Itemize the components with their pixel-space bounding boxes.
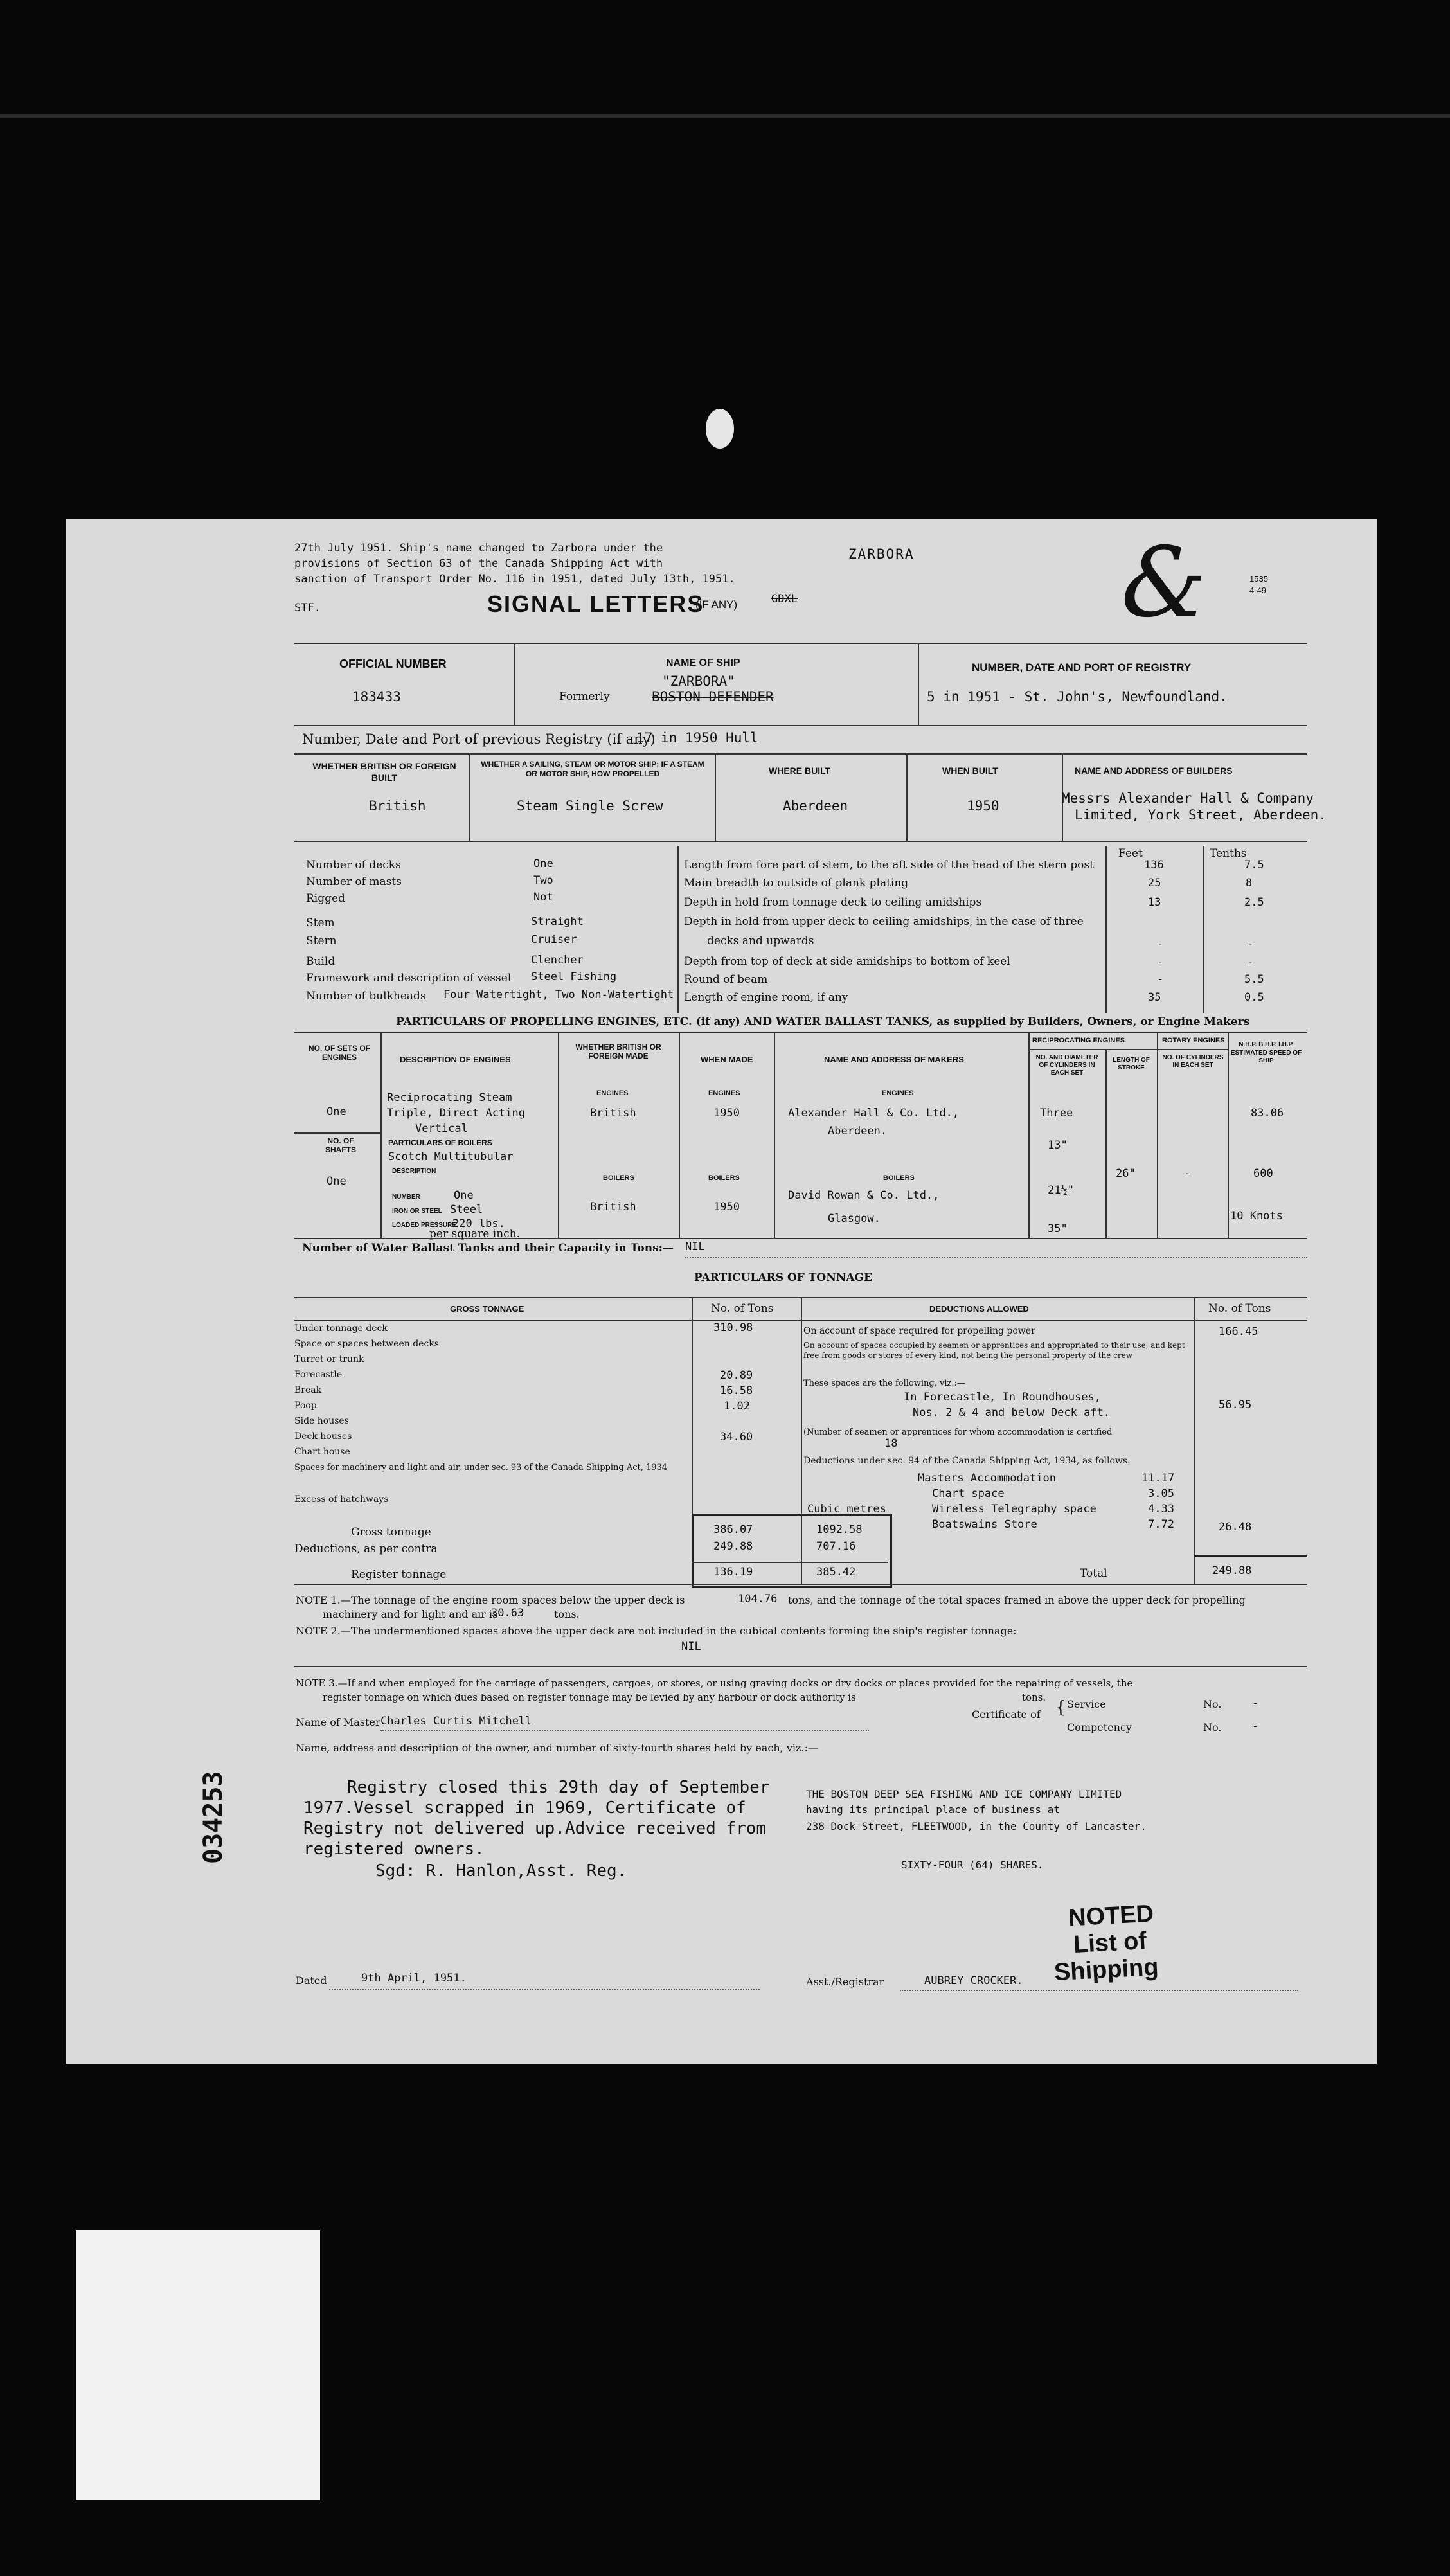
poop-value: 1.02 [724, 1400, 750, 1413]
made-header: WHETHER BRITISH OR FOREIGN MADE [575, 1042, 661, 1061]
masts-value: Two [533, 874, 553, 887]
row-deck-houses-label: Deck houses [294, 1431, 352, 1442]
closure-line-4: registered owners. [303, 1839, 485, 1859]
row-hatchways-label: Excess of hatchways [294, 1494, 389, 1505]
rotary-cyl-header: NO. OF CYLINDERS IN EACH SET [1162, 1054, 1224, 1069]
these-spaces-label: These spaces are the following, viz.:— [803, 1379, 965, 1388]
shafts-header: NO. OF SHAFTS [325, 1136, 356, 1155]
notice-line-3: sanction of Transport Order No. 116 in 1951, dated July 13th, 1951. [294, 573, 735, 586]
ballast-value: NIL [685, 1240, 705, 1253]
port-registry-label: NUMBER, DATE AND PORT OF REGISTRY [972, 661, 1192, 674]
reciprocating-header: RECIPROCATING ENGINES [1032, 1037, 1125, 1044]
breadth-tenths: 8 [1246, 877, 1253, 890]
crew-spaces-line-2: Nos. 2 & 4 and below Deck aft. [913, 1406, 1111, 1419]
vessel-name-header: ZARBORA [848, 546, 915, 562]
note-2-value: NIL [681, 1640, 701, 1653]
decks-label: Number of decks [306, 859, 401, 872]
master-label: Name of Master [296, 1716, 380, 1728]
feet-header: Feet [1118, 847, 1143, 860]
row-poop-label: Poop [294, 1400, 317, 1411]
nhp-value: 83.06 [1251, 1107, 1284, 1120]
ship-name-label: NAME OF SHIP [666, 657, 740, 668]
ship-name: "ZARBORA" [662, 674, 735, 689]
propelling-power-label: On account of space required for propelling power [803, 1326, 1035, 1336]
when-built-value: 1950 [967, 798, 999, 814]
cylinders-1: Three [1040, 1107, 1073, 1120]
decks-value: One [533, 857, 553, 870]
sec94-item-3-value: 4.33 [1148, 1503, 1174, 1516]
boiler-maker-2: Glasgow. [828, 1212, 881, 1225]
builders-line-2: Limited, York Street, Aberdeen. [1075, 807, 1327, 823]
tons-header-right: No. of Tons [1208, 1302, 1271, 1315]
cylinders-3: 21½" [1048, 1184, 1074, 1197]
closure-line-2: 1977.Vessel scrapped in 1969, Certificate of [303, 1798, 746, 1818]
row-between-decks-label: Space or spaces between decks [294, 1339, 439, 1349]
row-turret-label: Turret or trunk [294, 1354, 364, 1364]
certificate-label: Certificate of [972, 1708, 1041, 1721]
note-1-part-b: tons, and the tonnage of the total spaces framed in above the upper deck for propelling [788, 1594, 1246, 1606]
margin-stamp-number: 034253 [199, 1771, 228, 1864]
ballast-label: Number of Water Ballast Tanks and their Capacity in Tons:— [302, 1242, 674, 1255]
cubic-metres-label: Cubic metres [807, 1503, 886, 1516]
boiler-made-value: British [590, 1201, 636, 1213]
framework-label: Framework and description of vessel [306, 972, 512, 985]
length-feet: 136 [1144, 859, 1164, 872]
boiler-iron-label: IRON OR STEEL [392, 1208, 442, 1215]
stern-value: Cruiser [531, 933, 577, 946]
engine-room-tenths: 0.5 [1244, 991, 1264, 1004]
official-number: 183433 [352, 689, 401, 704]
registrar-label: Asst./Registrar [806, 1976, 884, 1988]
owner-line-2: having its principal place of business at [806, 1803, 1060, 1816]
when-made-header: WHEN MADE [701, 1055, 753, 1064]
depth-tonnage-tenths: 2.5 [1244, 896, 1264, 909]
register-tonnage-value: 136.19 [713, 1566, 753, 1579]
boiler-pressure-value: 220 lbs. [452, 1217, 505, 1230]
master-name: Charles Curtis Mitchell [380, 1715, 532, 1728]
depth-keel-feet: - [1157, 956, 1164, 969]
register-tonnage-label: Register tonnage [351, 1568, 447, 1581]
rotary-header: ROTARY ENGINES [1162, 1037, 1225, 1044]
depth-tonnage-label: Depth in hold from tonnage deck to ceiling amidships [684, 896, 982, 909]
propulsion-value: Steam Single Screw [517, 798, 663, 814]
deductions-contra-label: Deductions, as per contra [294, 1543, 438, 1555]
row-side-houses-label: Side houses [294, 1416, 349, 1426]
makers-header: NAME AND ADDRESS OF MAKERS [824, 1055, 964, 1064]
length-tenths: 7.5 [1244, 859, 1264, 872]
registrar-value: AUBREY CROCKER. [924, 1974, 1023, 1987]
power-header: N.H.P. B.H.P. I.H.P. ESTIMATED SPEED OF SHIP [1230, 1041, 1302, 1064]
engines-when-subheader: ENGINES [708, 1089, 740, 1097]
competency-no-label: No. [1203, 1721, 1222, 1733]
signal-letters-title: SIGNAL LETTERS [487, 591, 704, 617]
cylinders-4: 35" [1048, 1222, 1068, 1235]
certificate-brace: { [1055, 1698, 1066, 1717]
gross-rows [294, 1321, 686, 1527]
engine-when-value: 1950 [713, 1107, 740, 1120]
depth-keel-label: Depth from top of deck at side amidships to bottom of keel [684, 955, 1010, 968]
competency-no-value: - [1252, 1720, 1259, 1733]
engine-room-feet: 35 [1148, 991, 1161, 1004]
rigged-label: Rigged [306, 892, 345, 905]
stem-label: Stem [306, 917, 335, 929]
signal-ifany: (IF ANY) [695, 598, 738, 611]
sets-header: NO. OF SETS OF ENGINES [308, 1044, 370, 1062]
per-square-inch: per square inch. [429, 1228, 521, 1240]
beam-label: Round of beam [684, 973, 768, 986]
propelling-power-value: 166.45 [1219, 1325, 1258, 1338]
stf-mark: STF. [294, 602, 321, 614]
boilers-subheader: BOILERS [603, 1174, 634, 1182]
noted-stamp-line-1: NOTED [1067, 1900, 1155, 1932]
formerly-label: Formerly [559, 690, 610, 703]
previous-registry-label: Number, Date and Port of previous Registry (if any) [302, 731, 656, 747]
official-number-label: OFFICIAL NUMBER [339, 657, 447, 670]
stern-label: Stern [306, 935, 337, 947]
deductions-cubic-value: 707.16 [816, 1540, 856, 1553]
break-value: 16.58 [720, 1384, 753, 1397]
sec94-total-value: 26.48 [1219, 1521, 1252, 1534]
engines-heading: PARTICULARS OF PROPELLING ENGINES, ETC. (if any) AND WATER BALLAST TANKS, as supplied by Builders, Owners, or Engine Makers [396, 1015, 1250, 1028]
deductions-header: DEDUCTIONS ALLOWED [929, 1304, 1029, 1314]
shafts-value: One [327, 1175, 346, 1188]
speed-value: 10 Knots [1230, 1210, 1283, 1222]
tenths-header: Tenths [1210, 847, 1247, 860]
deductions-contra-value: 249.88 [713, 1540, 753, 1553]
port-registry-value: 5 in 1951 - St. John's, Newfoundland. [927, 689, 1228, 704]
note-1-engine-tons: 104.76 [738, 1593, 778, 1606]
breadth-label: Main breadth to outside of plank plating [684, 877, 909, 890]
row-chart-house-label: Chart house [294, 1447, 350, 1457]
boilers-when-subheader: BOILERS [708, 1174, 740, 1182]
framework-value: Steel Fishing [531, 970, 617, 983]
depth-upper-feet: - [1157, 938, 1164, 951]
bulkheads-label: Number of bulkheads [306, 990, 426, 1003]
sec94-label: Deductions under sec. 94 of the Canada Shipping Act, 1934, as follows: [803, 1456, 1131, 1466]
tonnage-heading: PARTICULARS OF TONNAGE [694, 1271, 872, 1284]
engine-made-value: British [590, 1107, 636, 1120]
note-1-light-air-tons: 30.63 [491, 1607, 524, 1620]
gross-tonnage-value: 386.07 [713, 1523, 753, 1536]
bulkheads-value: Four Watertight, Two Non-Watertight [443, 988, 674, 1001]
engine-maker-2: Aberdeen. [828, 1125, 888, 1138]
boilers-makers-subheader: BOILERS [883, 1174, 915, 1182]
row-machinery-label: Spaces for machinery and light and air, under sec. 93 of the Canada Shipping Act, 1934 [294, 1463, 668, 1472]
sec94-item-3-label: Wireless Telegraphy space [932, 1503, 1096, 1516]
propulsion-header: WHETHER A SAILING, STEAM OR MOTOR SHIP; IF A STEAM OR MOTOR SHIP, HOW PROPELLED [481, 760, 704, 778]
sec94-item-4-value: 7.72 [1148, 1518, 1174, 1531]
owner-label: Name, address and description of the owner, and number of sixty-fourth shares held by each, viz.:— [296, 1742, 818, 1754]
owner-shares: SIXTY-FOUR (64) SHARES. [901, 1859, 1044, 1871]
row-break-label: Break [294, 1385, 322, 1395]
tons-header-left: No. of Tons [711, 1302, 774, 1315]
gross-tonnage-label: Gross tonnage [351, 1526, 431, 1539]
sec94-item-1-label: Masters Accommodation [918, 1472, 1056, 1485]
service-no-value: - [1252, 1697, 1259, 1710]
note-3-part-c: tons. [1022, 1692, 1046, 1703]
certified-label: (Number of seamen or apprentices for whom accommodation is certified [803, 1427, 1113, 1437]
depth-upper-tenths: - [1247, 938, 1254, 951]
where-built-header: WHERE BUILT [769, 765, 831, 776]
crew-spaces-label: On account of spaces occupied by seamen or apprentices and appropriated to their use, and kept free from goods or stores of every kind, not being the personal property of the crew [803, 1341, 1185, 1360]
engine-maker-1: Alexander Hall & Co. Ltd., [788, 1107, 960, 1120]
notice-line-2: provisions of Section 63 of the Canada Shipping Act with [294, 557, 663, 570]
owner-line-1: THE BOSTON DEEP SEA FISHING AND ICE COMPANY LIMITED [806, 1788, 1122, 1800]
where-built-value: Aberdeen [783, 798, 848, 814]
depth-upper-label-2: decks and upwards [707, 935, 814, 947]
registrar-initial: & [1121, 527, 1207, 639]
sec94-item-1-value: 11.17 [1141, 1472, 1175, 1485]
engine-desc-header: DESCRIPTION OF ENGINES [400, 1055, 511, 1064]
certified-value: 18 [884, 1437, 898, 1450]
boiler-number-label: NUMBER [392, 1194, 420, 1201]
depth-tonnage-feet: 13 [1148, 896, 1161, 909]
total-label: Total [1080, 1567, 1107, 1580]
crew-spaces-line-1: In Forecastle, In Roundhouses, [904, 1391, 1102, 1404]
closure-line-3: Registry not delivered up.Advice received from [303, 1819, 767, 1838]
note-3-part-b: register tonnage on which dues based on register tonnage may be levied by any harbour or dock authority is [323, 1692, 856, 1703]
total-value: 249.88 [1212, 1564, 1252, 1577]
engines-subheader: ENGINES [596, 1089, 629, 1097]
depth-keel-tenths: - [1247, 956, 1254, 969]
built-header: WHETHER BRITISH OR FOREIGN BUILT [312, 761, 456, 783]
boiler-number-value: One [454, 1189, 474, 1202]
masts-label: Number of masts [306, 875, 402, 888]
noted-stamp-line-2: List of [1072, 1928, 1148, 1958]
dated-label: Dated [296, 1974, 327, 1987]
competency-label: Competency [1067, 1721, 1132, 1733]
note-3-part-a: NOTE 3.—If and when employed for the carriage of passengers, cargoes, or stores, or using graving docks or dry docks or places provided for the repairing of vessels, the [296, 1677, 1133, 1689]
service-label: Service [1067, 1698, 1106, 1710]
form-number: 1535 [1249, 574, 1268, 584]
row-forecastle-label: Forecastle [294, 1370, 343, 1380]
boiler-desc-label: DESCRIPTION [392, 1168, 436, 1175]
engines-makers-subheader: ENGINES [882, 1089, 914, 1097]
closure-signature: Sgd: R. Hanlon,Asst. Reg. [375, 1861, 627, 1881]
length-label: Length from fore part of stem, to the aft side of the head of the stern post [684, 859, 1094, 872]
boiler-pressure-label: LOADED PRESSURE [392, 1222, 457, 1229]
builders-header: NAME AND ADDRESS OF BUILDERS [1075, 765, 1233, 776]
owner-line-3: 238 Dock Street, FLEETWOOD, in the County of Lancaster. [806, 1820, 1147, 1832]
crew-spaces-value: 56.95 [1219, 1399, 1252, 1411]
rotary-value: - [1184, 1167, 1191, 1180]
cylinders-header: NO. AND DIAMETER OF CYLINDERS IN EACH SET [1035, 1054, 1098, 1077]
former-ship-name: BOSTON DEFENDER [652, 689, 774, 704]
stem-value: Straight [531, 915, 584, 928]
engine-room-label: Length of engine room, if any [684, 991, 848, 1004]
engine-desc-3: Vertical [415, 1122, 468, 1135]
note-1-part-a: NOTE 1.—The tonnage of the engine room spaces below the upper deck is [296, 1594, 685, 1606]
when-built-header: WHEN BUILT [942, 765, 998, 776]
stroke-value: 26" [1116, 1167, 1136, 1180]
notice-line-1: 27th July 1951. Ship's name changed to Zarbora under the [294, 542, 663, 555]
engine-desc-2: Triple, Direct Acting [387, 1107, 525, 1120]
boiler-material-value: Steel [450, 1203, 483, 1216]
gross-cubic-value: 1092.58 [816, 1523, 863, 1536]
built-value: British [369, 798, 426, 814]
rigged-value: Not [533, 891, 553, 904]
beam-feet: - [1157, 973, 1164, 986]
row-under-deck-label: Under tonnage deck [294, 1323, 388, 1334]
noted-stamp-line-3: Shipping [1053, 1953, 1159, 1987]
depth-upper-label: Depth in hold from upper deck to ceiling amidships, in the case of three [684, 915, 1084, 928]
cylinders-2: 13" [1048, 1139, 1068, 1152]
register-cubic-value: 385.42 [816, 1566, 856, 1579]
boiler-desc-value: Scotch Multitubular [388, 1150, 514, 1163]
build-value: Clencher [531, 954, 584, 967]
sec94-item-2-label: Chart space [932, 1487, 1005, 1500]
sec94-item-2-value: 3.05 [1148, 1487, 1174, 1500]
engine-desc-1: Reciprocating Steam [387, 1091, 512, 1104]
sets-value: One [327, 1105, 346, 1118]
boiler-when-value: 1950 [713, 1201, 740, 1213]
build-label: Build [306, 955, 336, 968]
breadth-feet: 25 [1148, 877, 1161, 890]
deck-houses-value: 34.60 [720, 1431, 753, 1444]
beam-tenths: 5.5 [1244, 973, 1264, 986]
boilers-particulars-header: PARTICULARS OF BOILERS [388, 1138, 492, 1147]
signal-letters-struck: GDXL [771, 593, 798, 605]
dated-value: 9th April, 1951. [361, 1972, 467, 1985]
closure-line-1: Registry closed this 29th day of September [347, 1778, 770, 1797]
note-1-part-d: tons. [554, 1608, 580, 1620]
sec94-item-4-label: Boatswains Store [932, 1518, 1037, 1531]
stroke-header: LENGTH OF STROKE [1113, 1057, 1150, 1071]
gross-tonnage-header: GROSS TONNAGE [450, 1304, 524, 1314]
note-1-part-c: machinery and for light and air is [323, 1608, 498, 1620]
form-date: 4-49 [1249, 586, 1267, 595]
forecastle-value: 20.89 [720, 1369, 753, 1382]
builders-line-1: Messrs Alexander Hall & Company [1062, 791, 1314, 806]
ihp-value: 600 [1253, 1167, 1273, 1180]
service-no-label: No. [1203, 1698, 1222, 1710]
note-2: NOTE 2.—The undermentioned spaces above the upper deck are not included in the cubical contents forming the ship's register tonnage: [296, 1625, 1017, 1637]
under-deck-value: 310.98 [713, 1321, 753, 1334]
previous-registry-value: 17 in 1950 Hull [636, 730, 758, 746]
boiler-maker-1: David Rowan & Co. Ltd., [788, 1189, 940, 1202]
